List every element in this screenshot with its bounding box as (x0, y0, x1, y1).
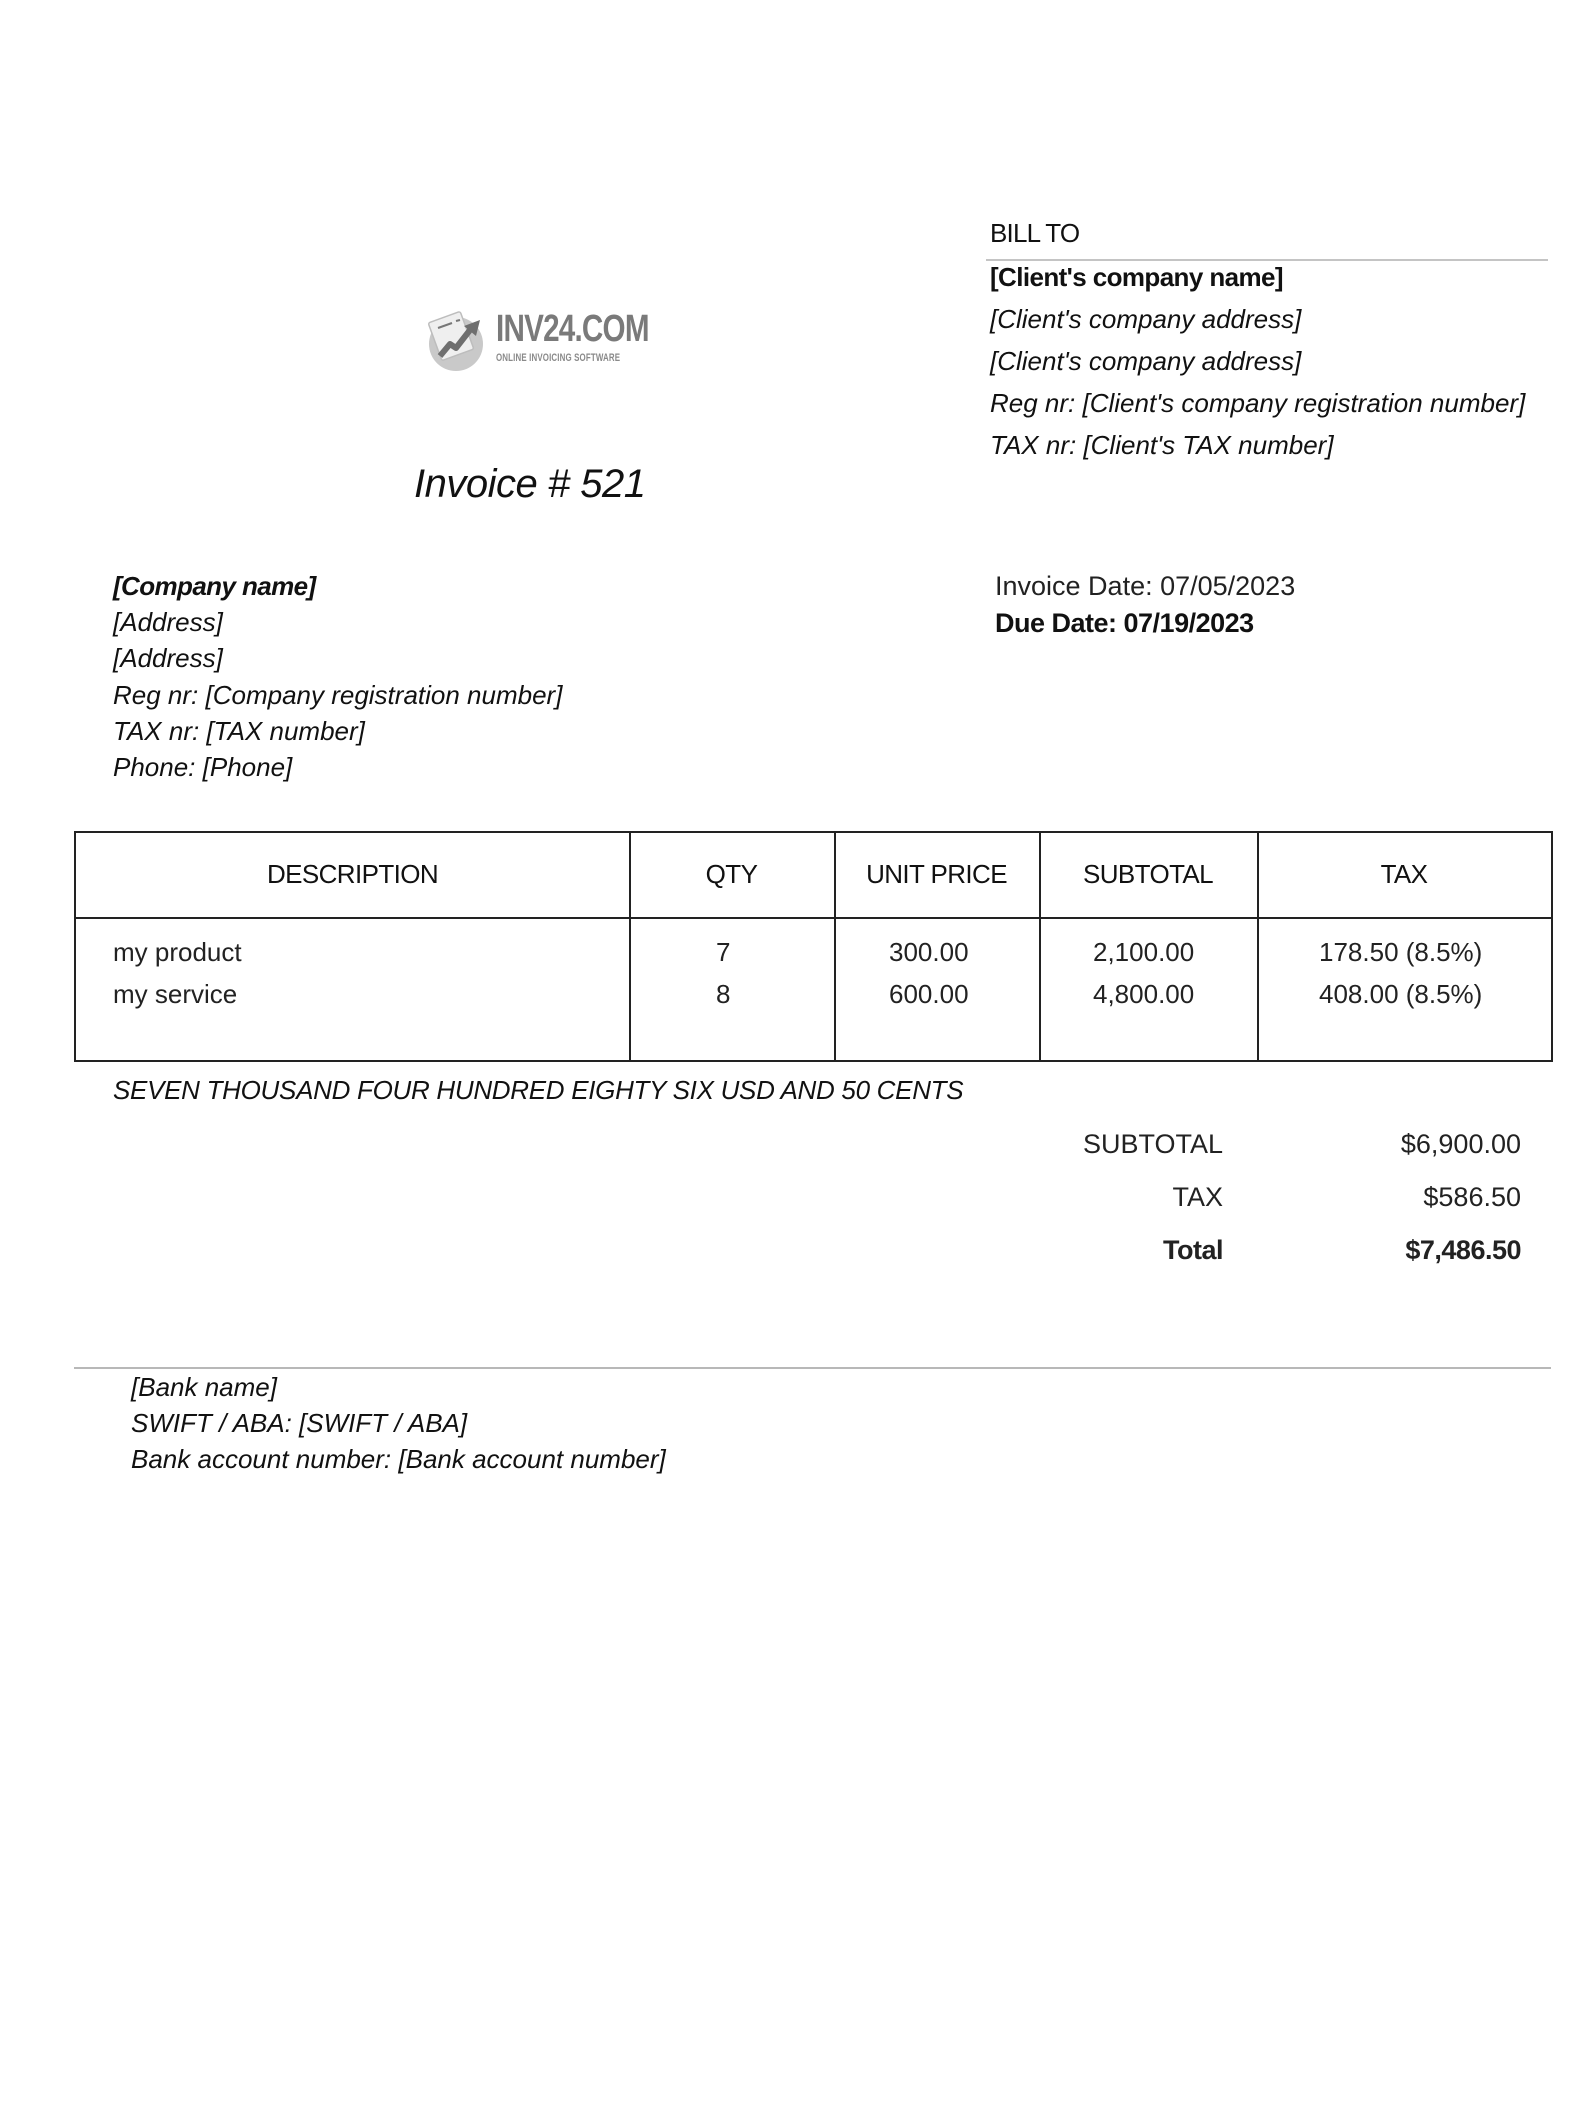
row-1-tax: 178.50 (8.5%) (1319, 937, 1483, 967)
logo-brand-text: INV24.COM (496, 308, 649, 350)
column-header-qty: QTY (705, 859, 758, 889)
invoice-chart-arrow-icon (426, 308, 490, 372)
company-phone: Phone: [Phone] (113, 752, 293, 782)
client-reg-number: Reg nr: [Client's company registration number] (990, 388, 1526, 418)
row-1-qty: 7 (716, 937, 731, 967)
column-header-description: DESCRIPTION (266, 859, 439, 889)
row-2-qty: 8 (716, 979, 731, 1009)
client-address-1: [Client's company address] (990, 304, 1302, 334)
total-label: Total (1163, 1235, 1223, 1265)
client-tax-number: TAX nr: [Client's TAX number] (990, 430, 1334, 460)
column-header-subtotal: SUBTOTAL (1082, 859, 1214, 889)
due-date: Due Date: 07/19/2023 (995, 608, 1254, 638)
bill-to-divider (986, 259, 1548, 261)
row-2-description: my service (113, 979, 238, 1009)
column-header-tax: TAX (1380, 859, 1428, 889)
company-name: [Company name] (113, 571, 316, 601)
invoice-title: Invoice # 521 (414, 462, 646, 506)
tax-label: TAX (1172, 1182, 1223, 1212)
amount-in-words: SEVEN THOUSAND FOUR HUNDRED EIGHTY SIX USD AND 50 CENTS (113, 1075, 964, 1105)
company-tax-number: TAX nr: [TAX number] (113, 716, 365, 746)
bank-divider (74, 1367, 1551, 1369)
company-address-1: [Address] (113, 607, 223, 637)
items-table (74, 831, 1553, 1062)
row-2-subtotal: 4,800.00 (1093, 979, 1195, 1009)
column-header-unit-price: UNIT PRICE (866, 859, 1007, 889)
company-address-2: [Address] (113, 643, 223, 673)
bank-name: [Bank name] (131, 1372, 277, 1402)
company-reg-number: Reg nr: [Company registration number] (113, 680, 563, 710)
row-2-tax: 408.00 (8.5%) (1319, 979, 1483, 1009)
bank-swift: SWIFT / ABA: [SWIFT / ABA] (131, 1408, 468, 1438)
tax-value: $586.50 (1423, 1182, 1521, 1212)
client-company-name: [Client's company name] (990, 262, 1283, 292)
row-2-unit-price: 600.00 (889, 979, 969, 1009)
invoice-date: Invoice Date: 07/05/2023 (995, 571, 1296, 601)
bill-to-heading: BILL TO (990, 218, 1080, 248)
row-1-subtotal: 2,100.00 (1093, 937, 1195, 967)
total-value: $7,486.50 (1405, 1235, 1521, 1265)
row-1-unit-price: 300.00 (889, 937, 969, 967)
bank-account-number: Bank account number: [Bank account number] (131, 1444, 666, 1474)
company-logo (426, 306, 649, 372)
logo-tagline: ONLINE INVOICING SOFTWARE (496, 352, 621, 364)
client-address-2: [Client's company address] (990, 346, 1302, 376)
row-1-description: my product (113, 937, 242, 967)
subtotal-value: $6,900.00 (1400, 1129, 1521, 1159)
subtotal-label: SUBTOTAL (1082, 1129, 1223, 1159)
